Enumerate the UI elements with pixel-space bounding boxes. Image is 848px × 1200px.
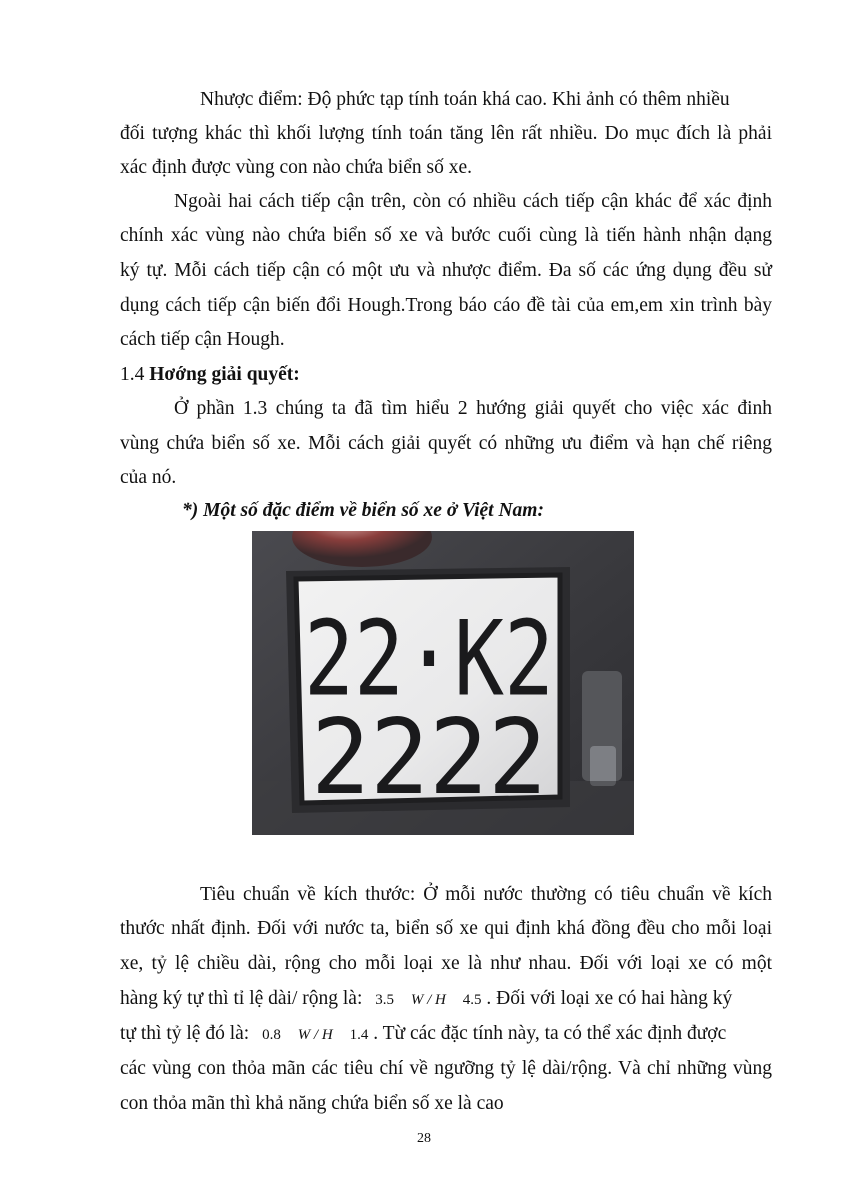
paragraph-2-line-3: ký tự. Mỗi cách tiếp cận có một ưu và nhược điểm. Đa số các ứng dụng đều sử — [120, 260, 772, 281]
section-title: Hơớng giải quyết: — [149, 364, 300, 385]
paragraph-2-line-5: cách tiếp cận Hough. — [120, 329, 285, 350]
paragraph-2-line-2: chính xác vùng nào chứa biển số xe và bước cuối cùng là tiến hành nhận dạng — [120, 225, 772, 246]
paragraph-4-line-5 — [120, 1022, 726, 1047]
paragraph-1-line-1: Nhược điểm: Độ phức tạp tính toán khá cao. Khi ảnh có thêm nhiều — [200, 89, 730, 110]
ratio-min-one-row: 3.5 — [375, 992, 394, 1008]
paragraph-4-line-3: xe, tỷ lệ chiều dài, rộng cho mỗi loại xe là như nhau. Đối với loại xe có một — [120, 953, 772, 974]
paragraph-2-line-1: Ngoài hai cách tiếp cận trên, còn có nhiều cách tiếp cận khác để xác định — [174, 191, 772, 212]
section-heading — [120, 363, 300, 387]
ratio-text-one-row: hàng ký tự thì tỉ lệ dài/ rộng là: — [120, 988, 363, 1009]
paragraph-3-line-1: Ở phần 1.3 chúng ta đã tìm hiểu 2 hướng giải quyết cho việc xác đinh — [174, 398, 772, 419]
plate-line-2: 2222 — [311, 698, 547, 819]
paragraph-2-line-4: dụng cách tiếp cận biến đổi Hough.Trong báo cáo đề tài của em,em xin trình bày — [120, 295, 772, 316]
ratio-min-two-row: 0.8 — [262, 1027, 281, 1043]
section-number: 1.4 — [120, 364, 145, 385]
ratio-max-one-row: 4.5 — [462, 992, 482, 1008]
page-number: 28 — [417, 1131, 431, 1146]
paragraph-3-line-3: của nó. — [120, 467, 177, 488]
paragraph-4-line-1: Tiêu chuẩn về kích thước: Ở mỗi nước thường có tiêu chuẩn về kích — [200, 884, 772, 905]
paragraph-4-line-7: con thỏa mãn thì khả năng chứa biển số xe là cao — [120, 1093, 504, 1114]
paragraph-4-line-2: thước nhất định. Đối với nước ta, biển số xe qui định khá đồng đều cho mỗi loại — [120, 918, 772, 939]
subheading: *) Một số đặc điểm về biển số xe ở Việt Nam: — [182, 500, 544, 521]
ratio-max-two-row: 1.4 — [349, 1027, 369, 1043]
ratio-text-two-row-end: . Từ các đặc tính này, ta có thể xác định được — [373, 1023, 727, 1044]
ratio-text-two-row: tự thì tỷ lệ đó là: — [120, 1023, 250, 1044]
paragraph-4-line-6: các vùng con thỏa mãn các tiêu chí về ngưỡng tỷ lệ dài/rộng. Và chỉ những vùng — [120, 1058, 772, 1079]
ratio-text-one-row-end: . Đối với loại xe có hai hàng ký — [486, 988, 733, 1009]
license-plate-photo — [252, 531, 634, 835]
paragraph-1-line-3: xác định được vùng con nào chứa biển số xe. — [120, 157, 473, 178]
ratio-wh-one-row: W / H — [410, 992, 446, 1008]
paragraph-1-line-2: đối tượng khác thì khối lượng tính toán tăng lên rất nhiều. Do mục đích là phải — [120, 123, 772, 144]
paragraph-4-line-4 — [120, 987, 732, 1012]
plate-line-1: 22·K2 — [304, 599, 554, 720]
paragraph-3-line-2: vùng chứa biển số xe. Mỗi cách giải quyết có những ưu điểm và hạn chế riêng — [120, 433, 772, 454]
ratio-wh-two-row: W / H — [297, 1027, 333, 1043]
